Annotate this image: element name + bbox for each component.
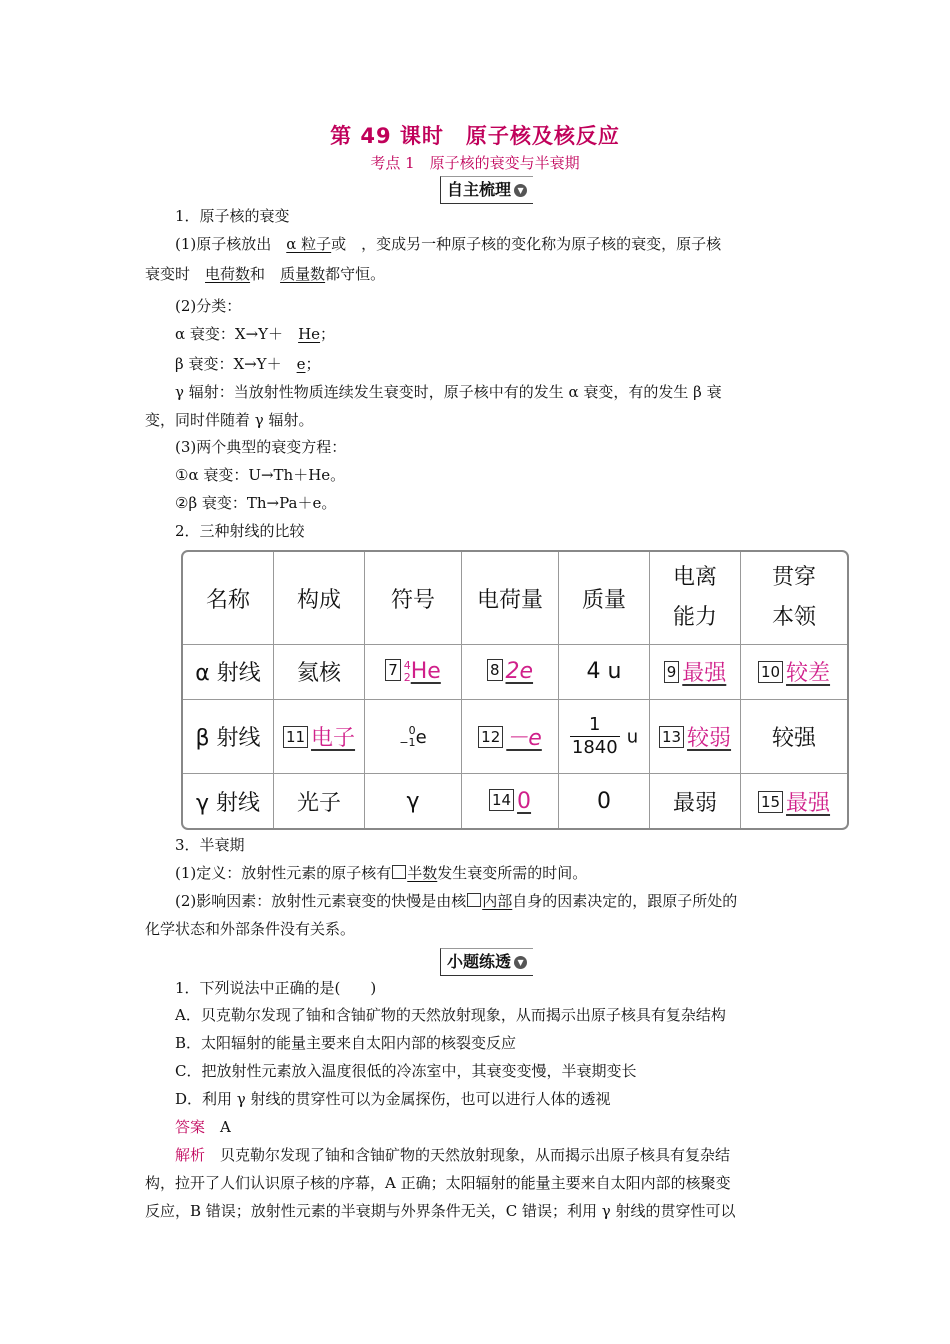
option-b: B．太阳辐射的能量主要来自太阳内部的核裂变反应 — [175, 1034, 517, 1052]
analysis-line-1: 解析 贝克勒尔发现了铀和含铀矿物的天然放射现象，从而揭示出原子核具有复杂结 — [175, 1146, 731, 1164]
heading-half-life: 3．半衰期 — [175, 836, 245, 854]
heading-rays-comparison: 2．三种射线的比较 — [175, 522, 305, 540]
header-cell: 符号 — [365, 552, 462, 645]
row-symbol: 0 −1e — [365, 699, 462, 774]
row-symbol: 7 4 2He — [365, 645, 462, 699]
blank-box-icon — [467, 893, 481, 907]
lesson-title: 第 49 课时 原子核及核反应 — [330, 124, 620, 148]
alpha-equation: ①α 衰变：U→Th＋He。 — [175, 466, 346, 484]
half-life-factors-1: (2)影响因素：放射性元素衰变的快慢是由核 内部自身的因素决定的，跟原子所处的 — [175, 892, 738, 910]
gamma-line-2: 变，同时伴随着 γ 辐射。 — [145, 411, 314, 429]
heading-decay: 1．原子核的衰变 — [175, 207, 290, 225]
header-cell: 电荷量 — [462, 552, 559, 645]
para-decay-1: (1)原子核放出 α 粒子或 ，变成另一种原子核的变化称为原子核的衰变，原子核 — [175, 235, 722, 253]
row-composition: 光子 — [274, 774, 365, 828]
row-ionization: 最弱 — [650, 774, 741, 828]
tag-label: 小题练透 — [447, 952, 512, 971]
row-symbol: γ — [365, 774, 462, 828]
row-mass: $\frac{1}{1840}$ u — [559, 699, 650, 774]
option-d: D．利用 γ 射线的贯穿性可以为金属探伤，也可以进行人体的透视 — [175, 1090, 611, 1108]
row-mass: 0 — [559, 774, 650, 828]
beta-decay-line: β 衰变：X→Y＋ e； — [175, 355, 321, 373]
row-composition: 氦核 — [274, 645, 365, 699]
row-name: α 射线 — [183, 645, 274, 699]
para-classification: (2)分类： — [175, 297, 242, 315]
chevron-down-icon: ▼ — [514, 956, 527, 969]
header-cell: 质量 — [559, 552, 650, 645]
header-cell: 电离 能力 — [650, 552, 741, 645]
row-penetration: 较强 — [741, 699, 848, 774]
row-charge: 14 0 — [462, 774, 559, 828]
row-name: β 射线 — [183, 699, 274, 774]
section-tag-practice — [440, 948, 533, 976]
rays-comparison-table — [181, 550, 849, 830]
row-charge: 8 2e — [462, 645, 559, 699]
row-ionization: 9 最强 — [650, 645, 741, 699]
half-life-factors-2: 化学状态和外部条件没有关系。 — [145, 920, 356, 938]
header-cell: 贯穿 本领 — [741, 552, 848, 645]
row-ionization: 13 较弱 — [650, 699, 741, 774]
chevron-down-icon: ▼ — [514, 184, 527, 197]
row-penetration: 10 较差 — [741, 645, 848, 699]
header-cell: 构成 — [274, 552, 365, 645]
row-name: γ 射线 — [183, 774, 274, 828]
analysis-label: 解析 — [175, 1146, 206, 1164]
section-tag-self-review — [440, 176, 533, 204]
answer-label: 答案 — [175, 1118, 206, 1136]
topic-subtitle: 考点 1 原子核的衰变与半衰期 — [370, 154, 580, 172]
table-header-row — [183, 552, 847, 645]
beta-equation: ②β 衰变：Th→Pa＋e。 — [175, 494, 337, 512]
option-a: A．贝克勒尔发现了铀和含铀矿物的天然放射现象，从而揭示出原子核具有复杂结构 — [175, 1006, 726, 1024]
row-penetration: 15 最强 — [741, 774, 848, 828]
table-row — [183, 645, 847, 699]
row-mass: 4 u — [559, 645, 650, 699]
row-composition: 11 电子 — [274, 699, 365, 774]
gamma-line-1: γ 辐射：当放射性物质连续发生衰变时，原子核中有的发生 α 衰变，有的发生 β 衰 — [175, 383, 722, 401]
typical-equations-heading: (3)两个典型的衰变方程： — [175, 438, 347, 456]
analysis-line-3: 反应，B 错误；放射性元素的半衰期与外界条件无关，C 错误；利用 γ 射线的贯穿性可以 — [145, 1202, 736, 1220]
option-c: C．把放射性元素放入温度很低的冷冻室中，其衰变变慢，半衰期变长 — [175, 1062, 637, 1080]
answer-value: A — [220, 1118, 231, 1136]
blank-box-icon — [392, 865, 406, 879]
table-row — [183, 774, 847, 828]
row-charge: 12 －e — [462, 699, 559, 774]
para-decay-2: 衰变时 电荷数和 质量数都守恒。 — [145, 265, 386, 283]
alpha-decay-line: α 衰变：X→Y＋ He； — [175, 325, 336, 343]
answer-line — [175, 1117, 855, 1137]
analysis-line-2: 构，拉开了人们认识原子核的序幕，A 正确；太阳辐射的能量主要来自太阳内部的核聚变 — [145, 1174, 731, 1192]
tag-label: 自主梳理 — [447, 180, 512, 199]
table-row — [183, 699, 847, 774]
question-stem: 1．下列说法中正确的是( ) — [175, 979, 377, 997]
half-life-definition: (1)定义：放射性元素的原子核有 半数发生衰变所需的时间。 — [175, 864, 588, 882]
header-cell: 名称 — [183, 552, 274, 645]
